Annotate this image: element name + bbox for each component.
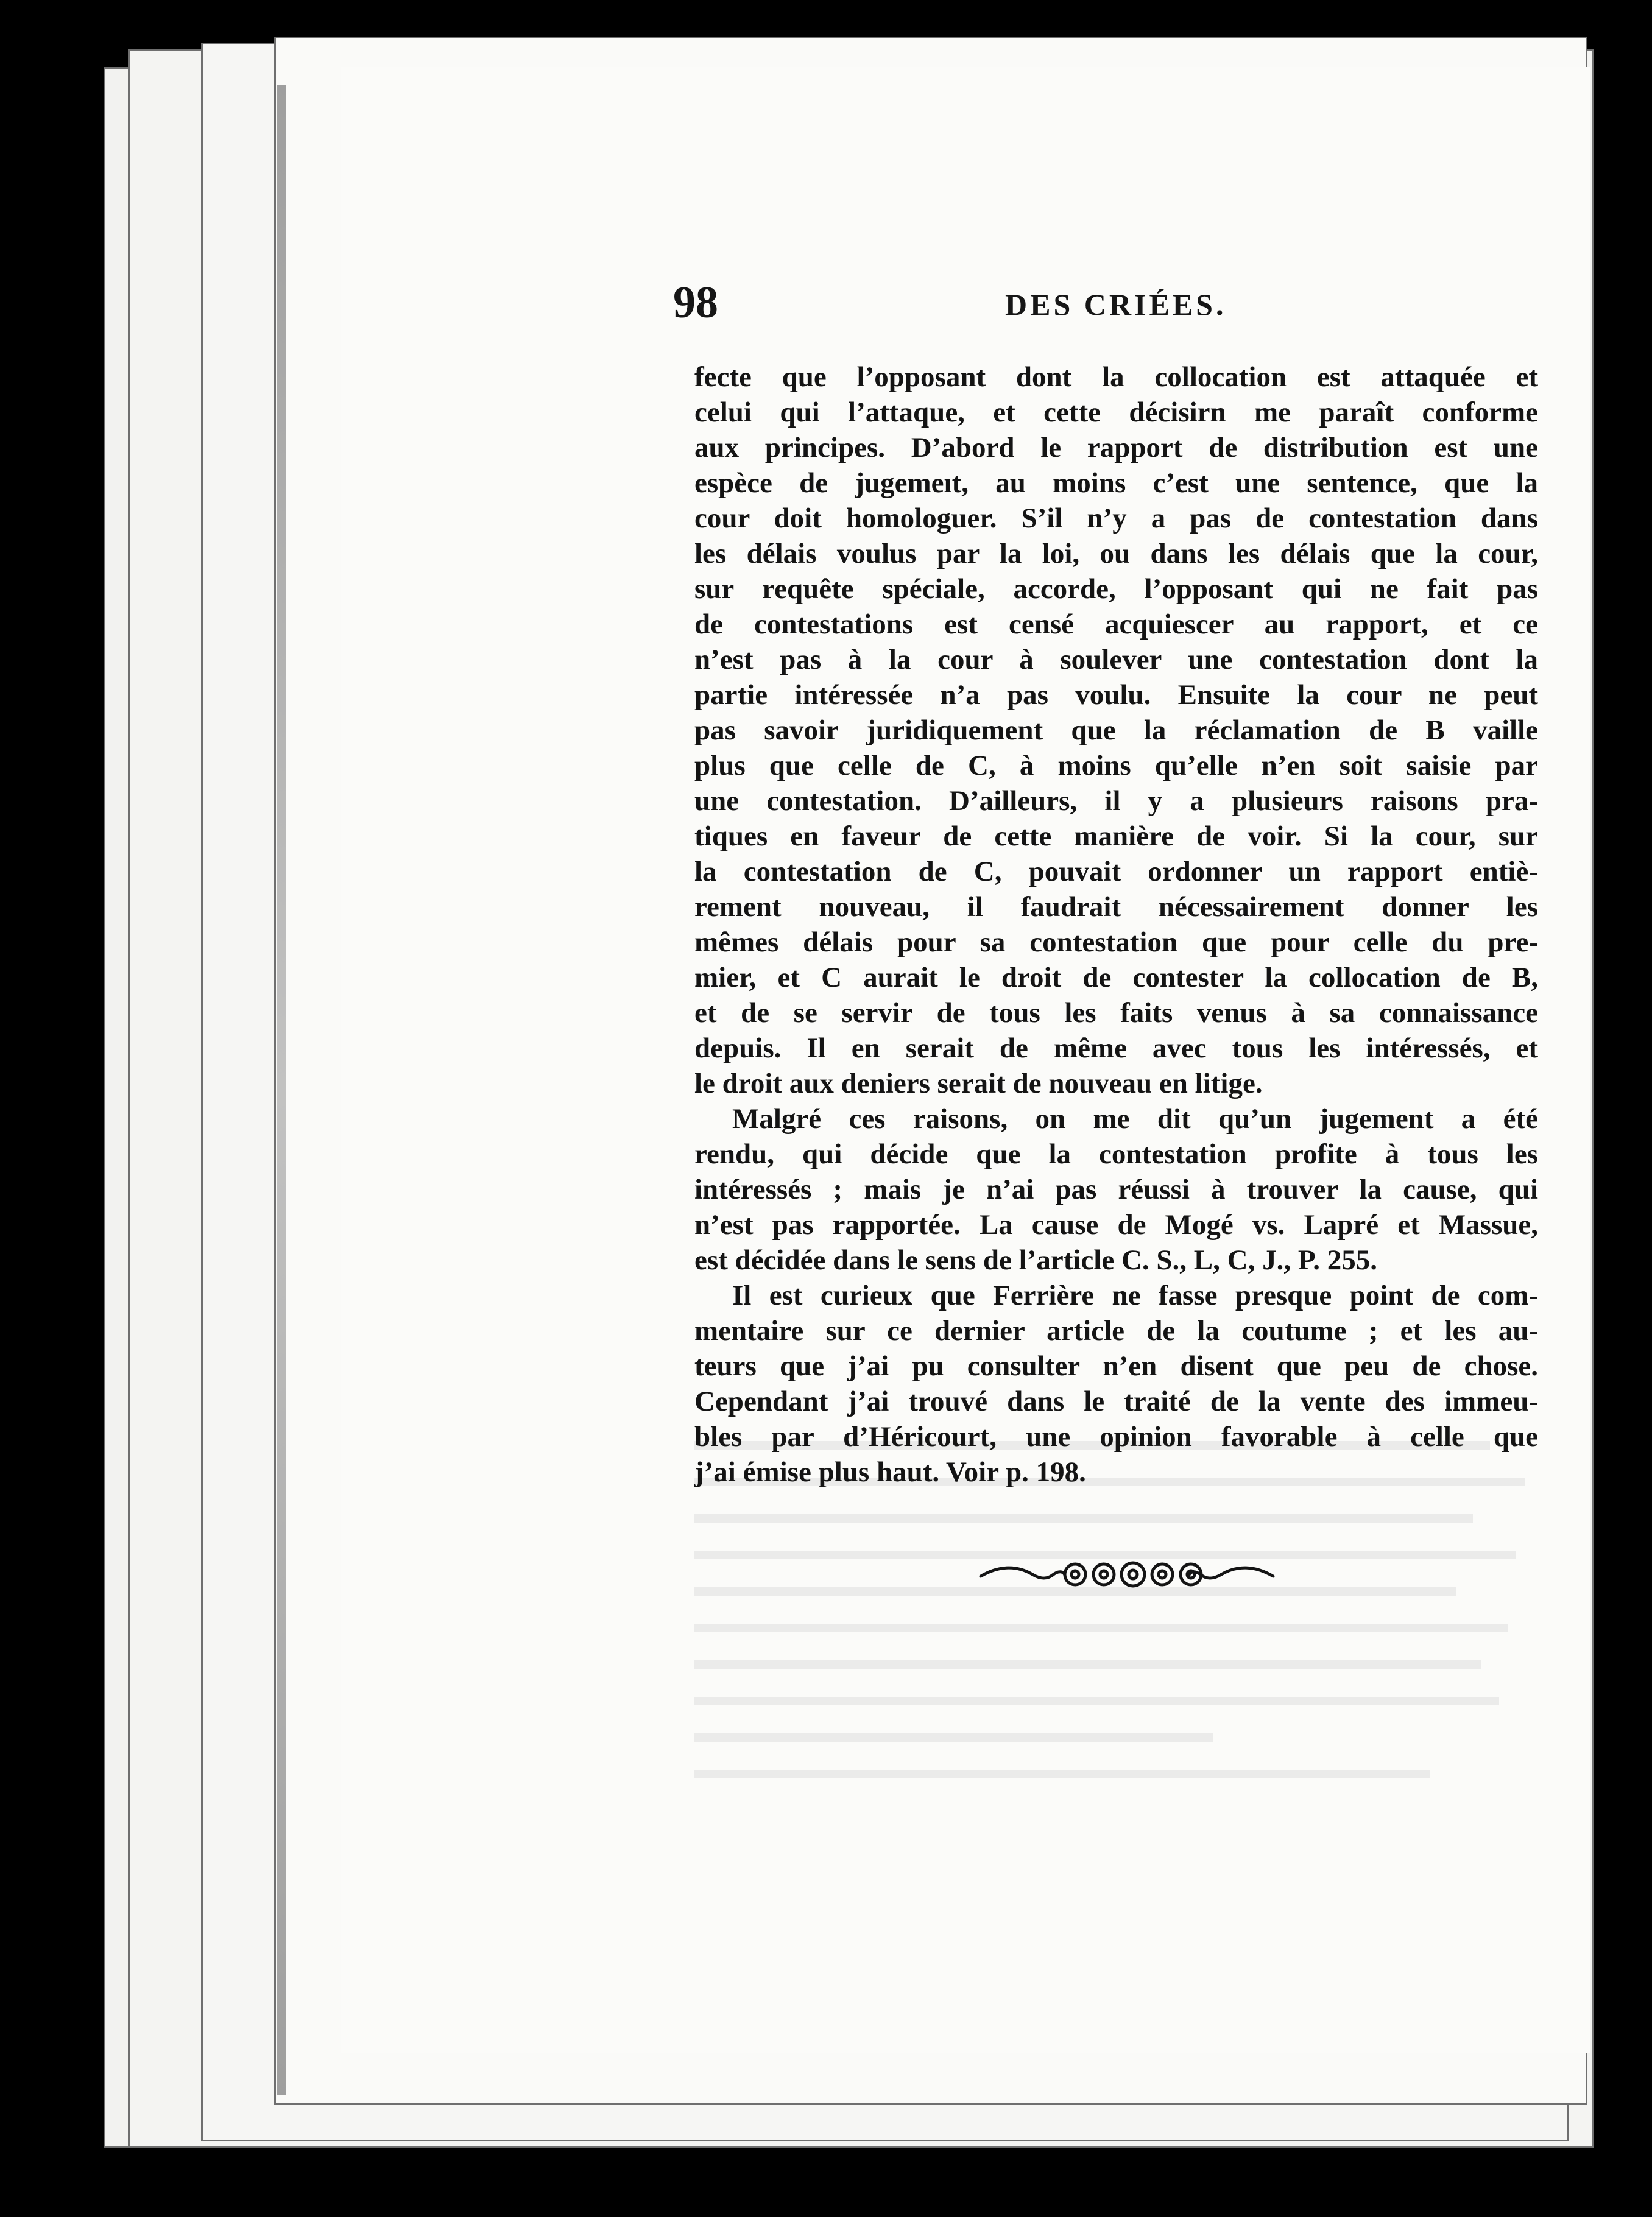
text-line: n’est pas à la cour à soulever une contestation dont la xyxy=(694,644,1538,675)
text-line: pas savoir juridiquement que la réclamation de B vaille xyxy=(694,714,1538,746)
ornament-icon xyxy=(975,1553,1279,1596)
text-line: tiques en faveur de cette manière de voir. Si la cour, sur xyxy=(694,820,1538,852)
text-line: espèce de jugemeıt, au moins c’est une sentence, que la xyxy=(694,467,1538,499)
text-line: et de se servir de tous les faits venus à sa connaissance xyxy=(694,997,1538,1029)
text-line: fecte que l’opposant dont la collocation est attaquée et xyxy=(694,361,1538,393)
text-line: rement nouveau, il faudrait nécessairement donner les xyxy=(694,891,1538,923)
text-line: mentaire sur ce dernier article de la coutume ; et les au- xyxy=(694,1315,1538,1347)
text-line: sur requête spéciale, accorde, l’opposant qui ne fait pas xyxy=(694,573,1538,605)
text-line: Cependant j’ai trouvé dans le traité de la vente des immeu- xyxy=(694,1386,1538,1417)
text-line: le droit aux deniers serait de nouveau en litige. xyxy=(694,1068,1263,1099)
text-line: teurs que j’ai pu consulter n’en disent que peu de chose. xyxy=(694,1350,1538,1382)
page-fold xyxy=(277,85,286,2095)
text-line: cour doit homologuer. S’il n’y a pas de contestation dans xyxy=(694,502,1538,534)
text-line: une contestation. D’ailleurs, il y a plusieurs raisons pra- xyxy=(694,785,1538,817)
text-line: mêmes délais pour sa contestation que pour celle du pre- xyxy=(694,926,1538,958)
text-line: la contestation de C, pouvait ordonner un rapport entiè- xyxy=(694,856,1538,887)
paragraph xyxy=(694,1278,1538,1490)
text-line: depuis. Il en serait de même avec tous les intéressés, et xyxy=(694,1032,1538,1064)
text-line: j’ai émise plus haut. Voir p. 198. xyxy=(694,1456,1086,1488)
text-line: Malgré ces raisons, on me dit qu’un jugement a été xyxy=(732,1103,1538,1135)
text-line: Il est curieux que Ferrière ne fasse presque point de com- xyxy=(732,1280,1538,1311)
text-line: celui qui l’attaque, et cette décisirn me paraît conforme xyxy=(694,397,1538,428)
text-line: intéressés ; mais je n’ai pas réussi à trouver la cause, qui xyxy=(694,1174,1538,1205)
body-text xyxy=(694,359,1538,1490)
text-line: les délais voulus par la loi, ou dans les délais que la cour, xyxy=(694,538,1538,569)
running-head xyxy=(673,277,1562,332)
text-line: bles par d’Héricourt, une opinion favorable à celle que xyxy=(694,1421,1538,1453)
text-line: partie intéressée n’a pas voulu. Ensuite la cour ne peut xyxy=(694,679,1538,711)
text-line: aux principes. D’abord le rapport de distribution est une xyxy=(694,432,1538,463)
text-line: plus que celle de C, à moins qu’elle n’en soit saisie par xyxy=(694,750,1538,781)
text-line: mier, et C aurait le droit de contester la collocation de B, xyxy=(694,962,1538,993)
running-title: DES CRIÉES. xyxy=(1005,287,1227,322)
text-line: de contestations est censé acquiescer au rapport, et ce xyxy=(694,608,1538,640)
text-line: rendu, qui décide que la contestation profite à tous les xyxy=(694,1138,1538,1170)
paragraph xyxy=(694,1101,1538,1278)
text-line: n’est pas rapportée. La cause de Mogé vs. Lapré et Massue, xyxy=(694,1209,1538,1241)
paragraph xyxy=(694,359,1538,1101)
text-line: est décidée dans le sens de l’article C. S., L, C, J., P. 255. xyxy=(694,1244,1377,1276)
page-number: 98 xyxy=(673,278,718,328)
